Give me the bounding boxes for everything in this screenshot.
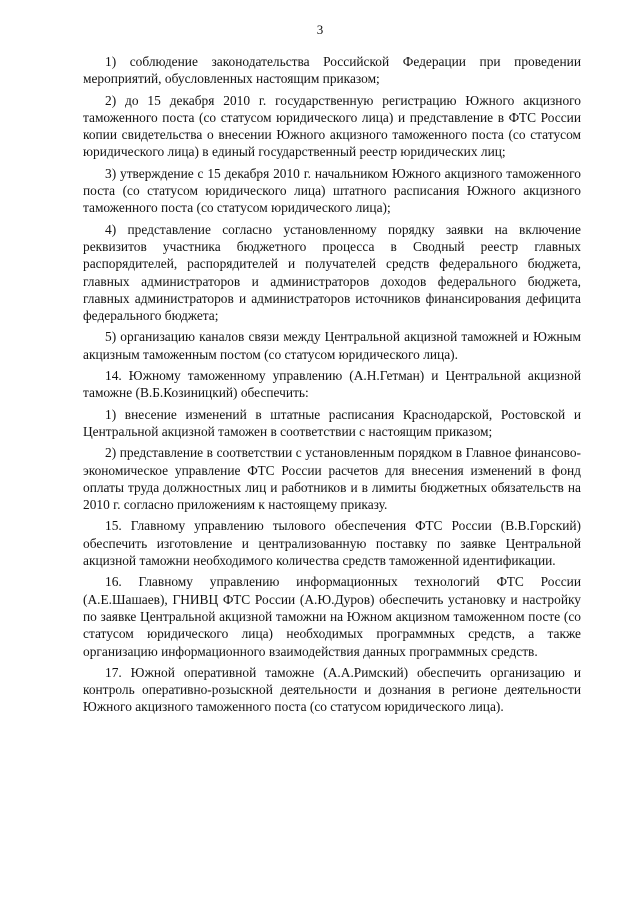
paragraph: 2) до 15 декабря 2010 г. государственную регистрацию Южного акцизного таможенного поста (со статусом юридического лица) и представление в ФТС России копии свидетельства о внесении Южного акцизного таможенного поста (со статусом юридического лица) в единый государственный реестр юридических лиц; [83,92,581,160]
paragraph: 15. Главному управлению тылового обеспечения ФТС России (В.В.Горский) обеспечить изготовление и централизованную поставку по заявке Центральной акцизной таможни необходимого количества средств таможенной идентификации. [83,518,581,569]
document-body [83,53,581,720]
paragraph: 5) организацию каналов связи между Центральной акцизной таможней и Южным акцизным таможенным постом (со статусом юридического лица). [83,329,581,362]
page-number: 3 [316,22,324,37]
paragraph: 14. Южному таможенному управлению (А.Н.Гетман) и Центральной акцизной таможне (В.Б.Козиницкий) обеспечить: [83,368,581,401]
paragraph: 1) соблюдение законодательства Российской Федерации при проведении мероприятий, обусловленных настоящим приказом; [83,54,581,87]
paragraph: 16. Главному управлению информационных технологий ФТС России (А.Е.Шашаев), ГНИВЦ ФТС России (А.Ю.Дуров) обеспечить установку и настройку по заявке Центральной акцизной таможни на Южном акцизном таможенном посте (со статусом юридического лица) необходимых программных средств, а также организацию информационного взаимодействия данных программных средств. [83,574,581,659]
paragraph: 17. Южной оперативной таможне (А.А.Римский) обеспечить организацию и контроль оперативно-розыскной деятельности и дознания в регионе деятельности Южного акцизного таможенного поста (со статусом юридического лица). [83,664,581,715]
paragraph: 4) представление согласно установленному порядку заявки на включение реквизитов участника бюджетного процесса в Сводный реестр главных распорядителей, распорядителей и получателей средств федерального бюджета, главных администраторов и администраторов доходов федерального бюджета, главных администраторов и администраторов источников финансирования дефицита федерального бюджета; [83,221,581,324]
paragraph: 1) внесение изменений в штатные расписания Краснодарской, Ростовской и Центральной акцизной таможен в соответствии с настоящим приказом; [83,406,581,439]
paragraph: 3) утверждение с 15 декабря 2010 г. начальником Южного акцизного таможенного поста (со статусом юридического лица) штатного расписания Южного акцизного таможенного поста (со статусом юридического лица); [83,165,581,216]
paragraph: 2) представление в соответствии с установленным порядком в Главное финансово-экономическое управление ФТС России расчетов для внесения изменений в фонд оплаты труда должностных лиц и работников и в лимиты бюджетных обязательств на 2010 г. согласно приложениям к настоящему приказу. [83,445,581,513]
